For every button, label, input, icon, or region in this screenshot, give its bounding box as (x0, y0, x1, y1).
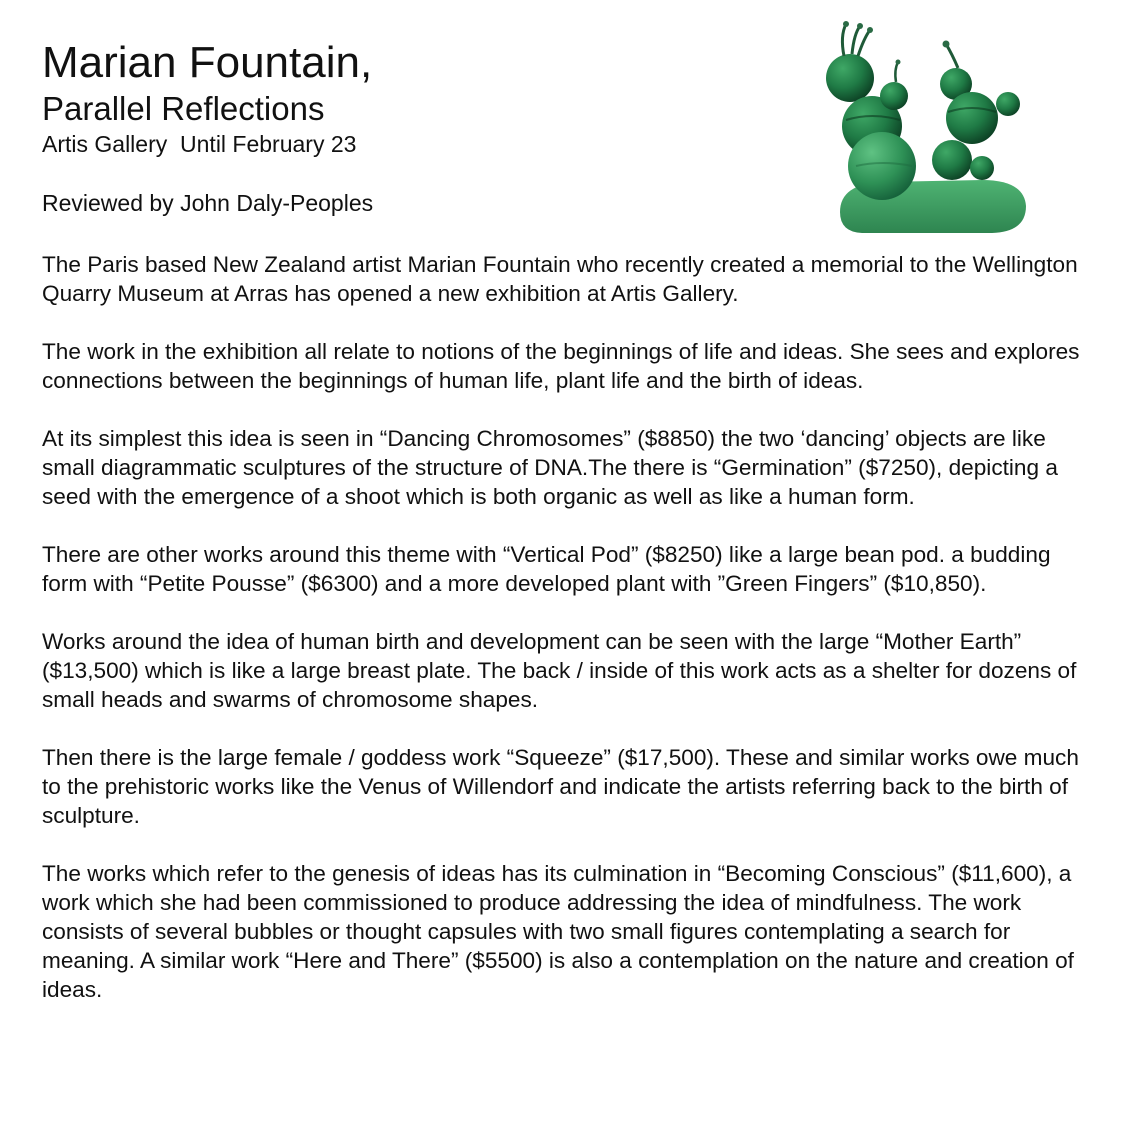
article-title: Marian Fountain, (42, 38, 373, 87)
byline: Reviewed by John Daly-Peoples (42, 190, 374, 216)
body-paragraph: The work in the exhibition all relate to notions of the beginnings of life and ideas. She sees and explores connections between the beginnings of human life, plant life and the birth of ideas. (42, 339, 1080, 393)
body-paragraph: At its simplest this idea is seen in “Dancing Chromosomes” ($8850) the two ‘dancing’ objects are like small diagrammatic sculptures of the structure of DNA.The there is “Germination” ($7250), depicting a seed with the emergence of a shoot which is both organic as well as like a human form. (42, 426, 1058, 509)
venue-dates: Artis Gallery Until February 23 (42, 131, 357, 157)
body-paragraph: Works around the idea of human birth and development can be seen with the large “Mother Earth” ($13,500) which is like a large breast plate. The back / inside of this work acts as a shelter for dozens of small heads and swarms of chromosome shapes. (42, 629, 1077, 712)
sculpture-image (812, 16, 1034, 238)
article-subtitle: Parallel Reflections (42, 90, 325, 127)
body-paragraph: There are other works around this theme with “Vertical Pod” ($8250) like a large bean pod. a budding form with “Petite Pousse” ($6300) and a more developed plant with ”Green Fingers” ($10,850). (42, 542, 1051, 596)
body-paragraph: The works which refer to the genesis of ideas has its culmination in “Becoming Conscious” ($11,600), a work which she had been commissioned to produce addressing the idea of mindfulness. The work consists of several bubbles or thought capsules with two small figures contemplating a search for meaning. A similar work “Here and There” ($5500) is also a contemplation on the nature and creation of ideas. (42, 861, 1074, 1002)
article-body (42, 250, 1094, 1033)
body-paragraph: The Paris based New Zealand artist Marian Fountain who recently created a memorial to the Wellington Quarry Museum at Arras has opened a new exhibition at Artis Gallery. (42, 252, 1078, 306)
body-paragraph: Then there is the large female / goddess work “Squeeze” ($17,500). These and similar works owe much to the prehistoric works like the Venus of Willendorf and indicate the artists referring back to the birth of sculpture. (42, 745, 1079, 828)
